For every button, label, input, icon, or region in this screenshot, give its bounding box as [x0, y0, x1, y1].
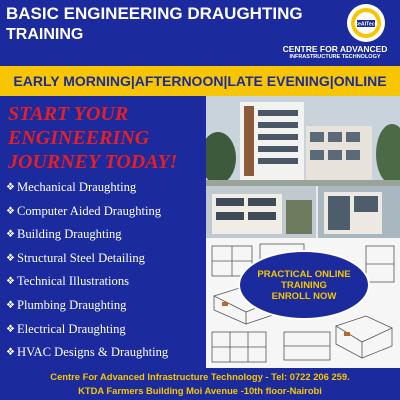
- course-label: Plumbing Draughting: [16, 297, 127, 312]
- org-sub-line: INFRASTRUCTURE TECHNOLOGY: [289, 54, 381, 60]
- header-banner: [0, 0, 400, 66]
- architecture-collage: [206, 96, 400, 368]
- diamond-bullet-icon: ❖: [6, 205, 15, 217]
- building-illustrations: [206, 96, 400, 368]
- schedule-text: EARLY MORNING|AFTERNOON|LATE EVENING|ONLINE: [13, 73, 387, 89]
- course-item: [6, 223, 168, 247]
- course-panel: [0, 96, 206, 368]
- course-item: [6, 247, 168, 271]
- course-label: Structural Steel Detailing: [16, 250, 145, 265]
- course-item: [6, 176, 168, 200]
- diamond-bullet-icon: ❖: [6, 276, 15, 288]
- course-item: [6, 200, 168, 224]
- course-list: [6, 176, 168, 365]
- headline: [8, 102, 204, 174]
- course-label: Building Draughting: [16, 227, 122, 242]
- course-item: [6, 294, 168, 318]
- diamond-bullet-icon: ❖: [6, 229, 15, 241]
- course-label: Technical Illustrations: [16, 274, 130, 289]
- headline-line-3: JOURNEY TODAY!: [8, 151, 178, 173]
- diamond-bullet-icon: ❖: [6, 182, 15, 193]
- diamond-bullet-icon: ❖: [6, 323, 15, 335]
- course-label: HVAC Designs & Draughting: [16, 345, 169, 360]
- logo-text: CeAITech: [354, 21, 378, 28]
- diamond-bullet-icon: ❖: [6, 347, 15, 359]
- ceaitech-logo: [346, 3, 386, 43]
- promo-line-3: ENROLL NOW: [271, 290, 337, 302]
- promo-line-1: PRACTICAL ONLINE: [257, 268, 351, 280]
- org-name-line: CENTRE FOR ADVANCED: [282, 44, 388, 54]
- course-label: Computer Aided Draughting: [16, 203, 162, 218]
- course-label: Mechanical Draughting: [16, 180, 137, 194]
- enroll-promo-badge: [238, 250, 370, 320]
- course-item: [6, 270, 168, 294]
- footer-contact-line: Centre For Advanced Infrastructure Technology - Tel: 0722 206 259.: [50, 371, 350, 382]
- course-label: Electrical Draughting: [16, 321, 126, 336]
- contact-footer: [0, 368, 400, 400]
- footer-address-line: KTDA Farmers Building Moi Avenue -10th floor-Nairobi: [78, 385, 322, 396]
- diamond-bullet-icon: ❖: [6, 299, 15, 311]
- course-item: [6, 318, 168, 342]
- headline-line-2: ENGINEERING: [8, 127, 150, 149]
- diamond-bullet-icon: ❖: [6, 252, 15, 264]
- organization-name: [272, 44, 398, 60]
- promo-line-2: TRAINING: [281, 279, 327, 291]
- headline-line-1: START YOUR: [8, 103, 129, 125]
- poster-title: BASIC ENGINEERING DRAUGHTING: [6, 4, 303, 23]
- course-item: [6, 341, 168, 365]
- schedule-strip: [0, 66, 400, 96]
- poster-subtitle: TRAINING: [6, 26, 84, 43]
